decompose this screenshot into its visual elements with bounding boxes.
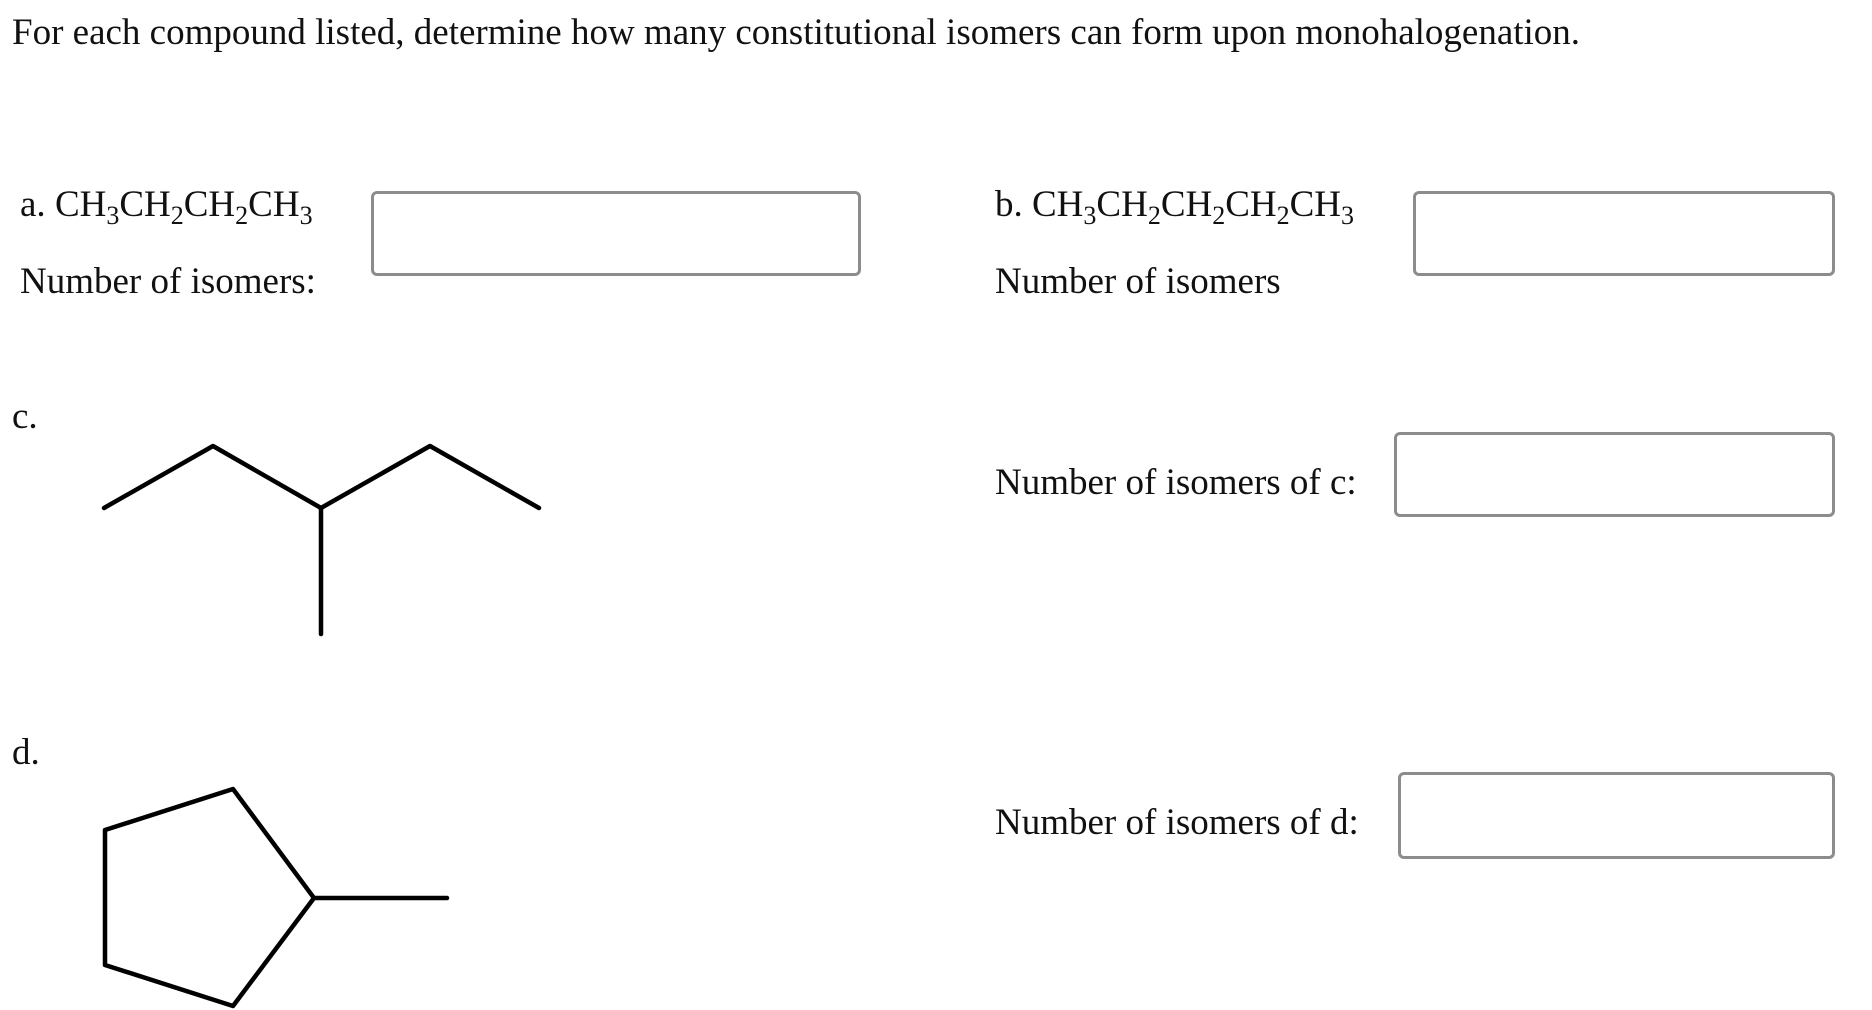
part-b-letter: b. [995, 184, 1023, 225]
part-a-letter: a. [20, 184, 46, 225]
part-b-answer-input[interactable] [1413, 191, 1835, 276]
part-b-formula-line [995, 184, 1355, 230]
part-c-answer-input[interactable] [1394, 432, 1835, 517]
part-d-answer-input[interactable] [1398, 772, 1835, 859]
part-d-label: Number of isomers of d: [995, 802, 1359, 843]
part-c-letter: c. [12, 396, 38, 437]
part-a-label: Number of isomers: [20, 261, 316, 302]
part-b-formula: $CH_3CH_2CH_2CH_2CH_3$ [1032, 184, 1355, 230]
part-d-ring [105, 789, 314, 1006]
part-c-label: Number of isomers of c: [995, 462, 1357, 503]
part-b-label: Number of isomers [995, 261, 1281, 302]
question-prompt: For each compound listed, determine how many constitutional isomers can form upon monohalogenation. [12, 12, 1581, 53]
part-a-formula: $CH_3CH_2CH_2CH_3$ [54, 184, 313, 230]
part-d-letter: d. [12, 732, 40, 773]
part-d-structure [0, 0, 600, 1010]
